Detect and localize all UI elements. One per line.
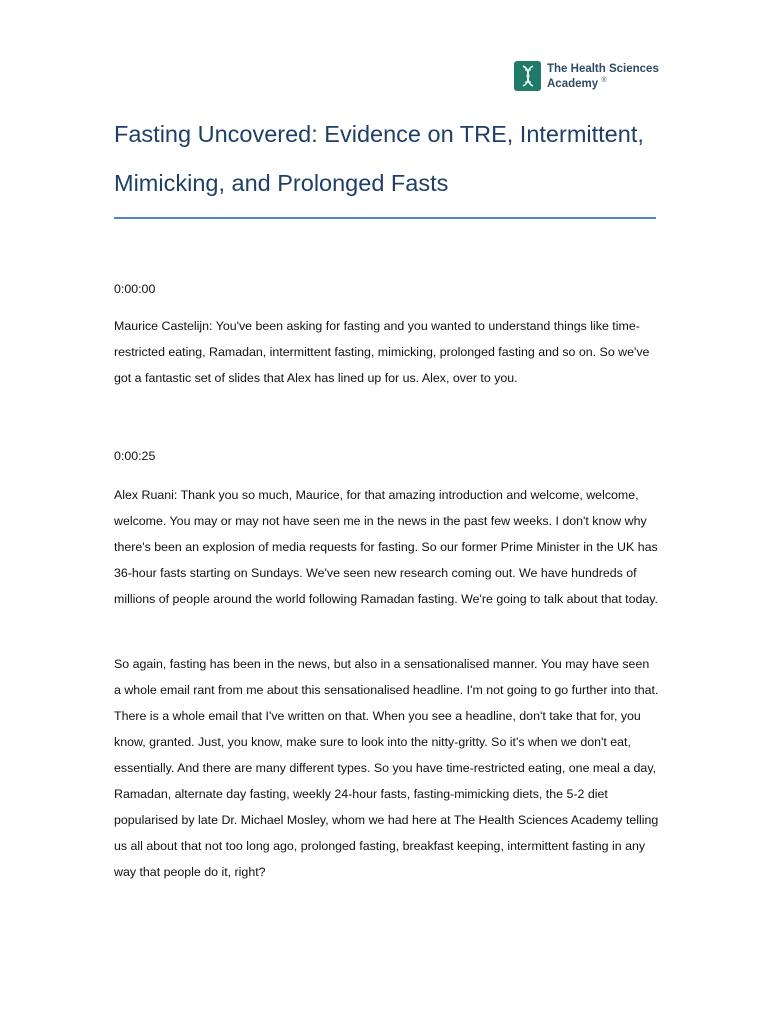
title-divider — [114, 217, 656, 219]
transcript-paragraph: Alex Ruani: Thank you so much, Maurice, for that amazing introduction and welcome, welcome, welcome. You may or may not have seen me in the news in the past few weeks. I don't know why there's been an explosion of media requests for fasting. So our former Prime Minister in the UK has 36-hour fasts starting on Sundays. We've seen new research coming out. We have hundreds of millions of people around the world following Ramadan fasting. We're going to talk about that today. — [114, 488, 658, 606]
document-title: Fasting Uncovered: Evidence on TRE, Intermittent, Mimicking, and Prolonged Fasts — [114, 121, 644, 196]
transcript-paragraph: So again, fasting has been in the news, but also in a sensationalised manner. You may have seen a whole email rant from me about this sensationalised headline. I'm not going to go further into that. There is a whole email that I've written on that. When you see a headline, don't take that for, you know, granted. Just, you know, make sure to look into the nitty-gritty. So it's when we don't eat, essentially. And there are many different types. So you have time-restricted eating, one meal a day, Ramadan, alternate day fasting, weekly 24-hour fasts, fasting-mimicking diets, the 5-2 diet popularised by late Dr. Michael Mosley, whom we had here at The Health Sciences Academy telling us all about that not too long ago, prolonged fasting, breakfast keeping, intermittent fasting in any way that people do it, right? — [114, 657, 659, 879]
dna-helix-icon — [514, 61, 541, 91]
timestamp: 0:00:00 — [114, 282, 156, 296]
academy-logo — [514, 61, 659, 91]
timestamp: 0:00:25 — [114, 449, 156, 463]
logo-line-2: Academy ® — [547, 76, 607, 90]
transcript-paragraph: Maurice Castelijn: You've been asking for fasting and you wanted to understand things like time-restricted eating, Ramadan, intermittent fasting, mimicking, prolonged fasting and so on. So we've got a fantastic set of slides that Alex has lined up for us. Alex, over to you. — [114, 319, 650, 385]
logo-wordmark — [547, 63, 659, 90]
logo-line-1: The Health Sciences — [547, 62, 659, 75]
